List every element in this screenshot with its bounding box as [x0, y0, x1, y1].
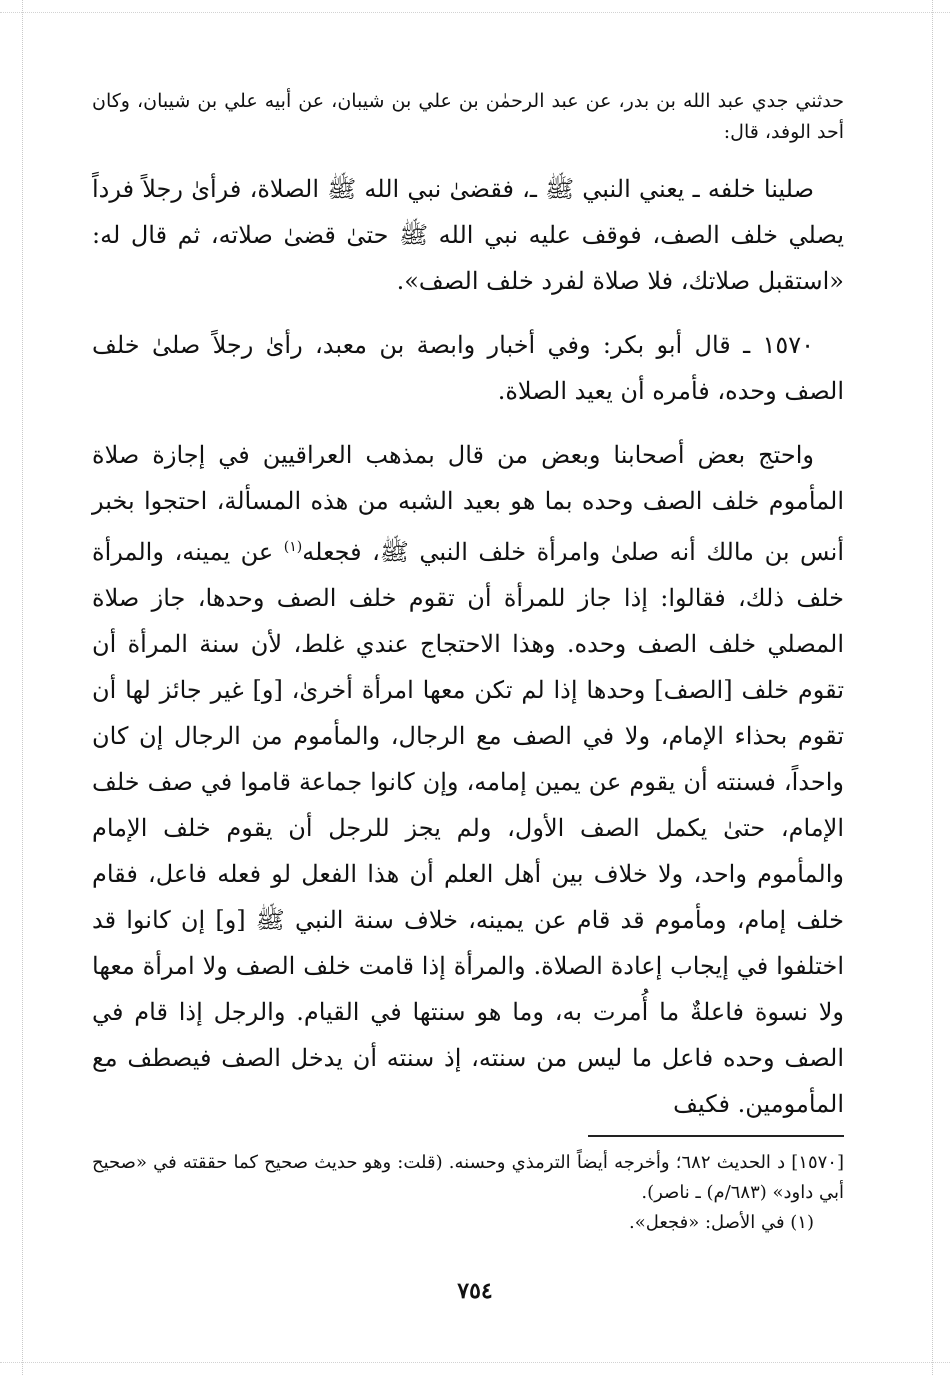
main-text-part-2: عن يمينه، والمرأة خلف ذلك، فقالوا: إذا جاز للمرأة أن تقوم خلف الصف وحدها، جاز صلاة المصلي خلف الصف وحده. وهذا الاحتجاج عندي غلط، لأن سنة المرأة أن تقوم خلف [الصف] وحدها إذا لم تكن معها امرأة أخرىٰ، [و] غير جائز لها أن تقوم بحذاء الإمام، ولا في الصف مع الرجال، والمأموم من الرجال إن كان واحداً، فسنته أن يقوم عن يمين إمامه، وإن كانوا جماعة قاموا في صف خلف الإمام، حتىٰ يكمل الصف الأول، ولم يجز للرجل أن يقوم خلف الإمام والمأموم واحد، ولا خلاف بين أهل العلم أن هذا الفعل لو فعله فاعل، فقام خلف إمام، ومأموم قد قام عن يمينه، خلاف سنة النبي ﷺ [و] إن كانوا قد اختلفوا في إيجاب إعادة الصلاة. والمرأة إذا قامت خلف الصف ولا امرأة معها ولا نسوة فاعلةٌ ما أُمرت به، وما هو سنتها في القيام. والرجل إذا قام في الصف وحده فاعل ما ليس من سنته، إذ سنته أن يدخل الصف فيصطف مع المأمومين. فكيف — [92, 538, 844, 1118]
paragraph-1570: ١٥٧٠ ـ قال أبو بكر: وفي أخبار وابصة بن معبد، رأىٰ رجلاً صلىٰ خلف الصف وحده، فأمره أن يعيد الصلاة. — [92, 331, 844, 405]
footnote-separator — [588, 1135, 844, 1137]
footnote-marker: (١) — [283, 539, 303, 555]
page-body — [92, 86, 844, 1127]
hadith-text: صلينا خلفه ـ يعني النبي ﷺ ـ، فقضىٰ نبي الله ﷺ الصلاة، فرأىٰ رجلاً فرداً يصلي خلف الصف، فوقف عليه نبي الله ﷺ حتىٰ قضىٰ صلاته، ثم قال له: «استقبل صلاتك، فلا صلاة لفرد خلف الصف». — [92, 175, 844, 295]
scan-margin-left — [22, 0, 23, 1375]
intro-text: حدثني جدي عبد الله بن بدر، عن عبد الرحمٰن بن علي بن شيبان، عن أبيه علي بن شيبان، وكان أحد الوفد، قال: — [92, 90, 844, 143]
page-number: ٧٥٤ — [457, 1278, 493, 1304]
footnote-1: (١) في الأصل: «فجعل». — [628, 1212, 814, 1233]
scan-margin-top — [0, 12, 950, 13]
footnote-1570: [١٥٧٠] د الحديث ٦٨٢؛ وأخرجه أيضاً الترمذي وحسنه. (قلت: وهو حديث صحيح كما حققته في «صحيح أبي داود» (٦٨٣/م) ـ ناصر). — [92, 1152, 844, 1203]
main-text-part-1: واحتج بعض أصحابنا وبعض من قال بمذهب العراقيين في إجازة صلاة المأموم خلف الصف وحده بما هو بعيد الشبه من هذه المسألة، احتجوا بخبر أنس بن مالك أنه صلىٰ وامرأة خلف النبي ﷺ، فجعله — [92, 441, 844, 566]
main-argument-paragraph — [92, 432, 844, 1127]
isnad-intro — [92, 86, 844, 148]
scan-margin-bottom — [0, 1362, 950, 1363]
scan-margin-right — [932, 0, 933, 1375]
footnotes — [92, 1148, 844, 1238]
